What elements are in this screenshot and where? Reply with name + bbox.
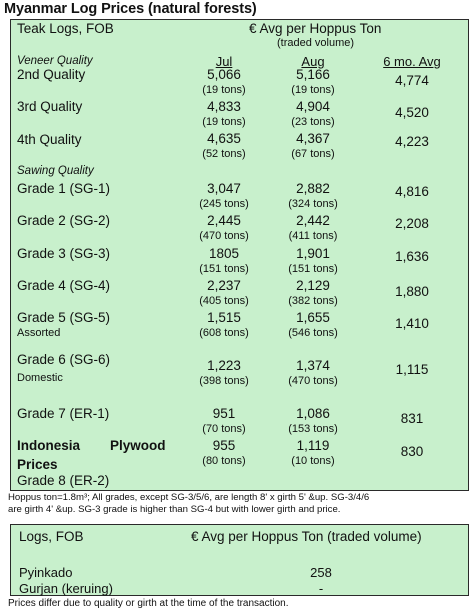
six-month-average: 1,636 [395,249,429,264]
jul-price: 2,445 [207,213,241,228]
hoppus-note-line-1: Hoppus ton=1.8m³; All grades, except SG-3/5/6, are length 8' x girth 5' &up. SG-3/4/6 [8,492,370,503]
six-month-average: 4,520 [395,105,429,120]
aug-price: 1,655 [296,310,330,325]
jul-volume: (52 tons) [202,148,246,160]
aug-price: 1,901 [296,246,330,261]
grade-label: Grade 3 (SG-3) [17,246,111,261]
aug-volume: (153 tons) [288,423,338,435]
sawing-quality-label: Sawing Quality [17,165,94,177]
hoppus-note-line-2: are girth 4' &up. SG-3 grade is higher than SG-4 but with lower girth and price. [8,504,341,515]
six-month-average: 4,816 [395,184,429,199]
species-price: 258 [310,565,332,580]
jul-volume: (151 tons) [199,263,249,275]
aug-volume: (382 tons) [288,295,338,307]
species-price: - [318,581,324,596]
overlay-word-indonesia: Indonesia [17,438,81,453]
aug-volume: (470 tons) [288,375,338,387]
footer-note: Prices differ due to quality or girth at the time of the transaction. [8,598,289,609]
aug-price: 2,129 [296,278,330,293]
aug-price: 1,374 [296,358,330,373]
jul-price: 5,066 [207,67,241,82]
grade-label: 3rd Quality [17,99,83,114]
aug-price: 1,086 [296,406,330,421]
aug-price: 4,904 [296,99,330,114]
jul-volume: (19 tons) [202,116,246,128]
species-label: Pyinkado [19,565,73,580]
grade-label: Grade 4 (SG-4) [17,278,111,293]
grade-label: 2nd Quality [17,67,86,82]
six-month-average: 1,115 [395,362,429,377]
jul-price: 4,635 [207,131,241,146]
aug-volume: (411 tons) [288,230,338,242]
jul-price: 1,515 [207,310,241,325]
six-month-average: 4,223 [395,134,429,149]
six-month-average: 831 [400,411,424,426]
grade-label: Grade 5 (SG-5) [17,310,111,325]
aug-volume: (324 tons) [288,198,338,210]
jul-price: 1805 [208,246,240,261]
six-month-average: 1,410 [395,316,429,331]
jul-price: 4,833 [207,99,241,114]
grade-label: Grade 8 (ER-2) [17,473,110,488]
grade-sublabel: Assorted [17,327,61,339]
jul-price: 2,237 [207,278,241,293]
price-subheading: (traded volume) [277,37,355,49]
column-6mo-avg: 6 mo. Avg [383,54,441,69]
jul-volume: (80 tons) [202,455,246,467]
six-month-average: 2,208 [395,216,429,231]
jul-volume: (70 tons) [202,423,246,435]
aug-volume: (151 tons) [288,263,338,275]
aug-price: 5,166 [296,67,330,82]
grade-label: Grade 6 (SG-6) [17,352,111,367]
aug-volume: (23 tons) [291,116,335,128]
jul-price: 955 [212,438,236,453]
aug-volume: (546 tons) [288,327,338,339]
aug-price: 2,882 [296,181,330,196]
teak-logs-heading: Teak Logs, FOB [17,21,114,36]
aug-price: 4,367 [296,131,330,146]
jul-price: 951 [212,406,236,421]
page-title: Myanmar Log Prices (natural forests) [4,1,257,17]
jul-volume: (398 tons) [199,375,249,387]
overlay-word-plywood: Plywood [110,438,166,453]
jul-volume: (19 tons) [202,84,246,96]
grade-label: Grade 2 (SG-2) [17,213,111,228]
aug-price: 1,119 [296,438,330,453]
jul-volume: (245 tons) [199,198,249,210]
grade-label: 4th Quality [17,132,82,147]
jul-price: 1,223 [207,358,241,373]
aug-volume: (10 tons) [291,455,335,467]
grade-sublabel: Domestic [17,372,63,384]
logs-heading: Logs, FOB [19,529,84,544]
jul-price: 3,047 [207,181,241,196]
overlay-word-prices: Prices [17,457,58,472]
grade-label: Grade 7 (ER-1) [17,406,110,421]
column-jul: Jul [215,54,233,69]
price-heading: € Avg per Hoppus Ton [249,21,382,36]
six-month-average: 4,774 [395,73,429,88]
logs-fob-table [10,524,469,596]
aug-price: 2,442 [296,213,330,228]
logs-price-heading: € Avg per Hoppus Ton (traded volume) [191,529,422,544]
jul-volume: (405 tons) [199,295,249,307]
veneer-quality-label: Veneer Quality [17,55,93,67]
teak-log-prices-table [10,19,469,491]
aug-volume: (19 tons) [291,84,335,96]
six-month-average: 830 [400,444,424,459]
grade-label: Grade 1 (SG-1) [17,181,111,196]
jul-volume: (470 tons) [199,230,249,242]
jul-volume: (608 tons) [199,327,249,339]
species-label: Gurjan (keruing) [19,581,113,596]
six-month-average: 1,880 [395,284,429,299]
column-aug: Aug [301,54,325,69]
aug-volume: (67 tons) [291,148,335,160]
